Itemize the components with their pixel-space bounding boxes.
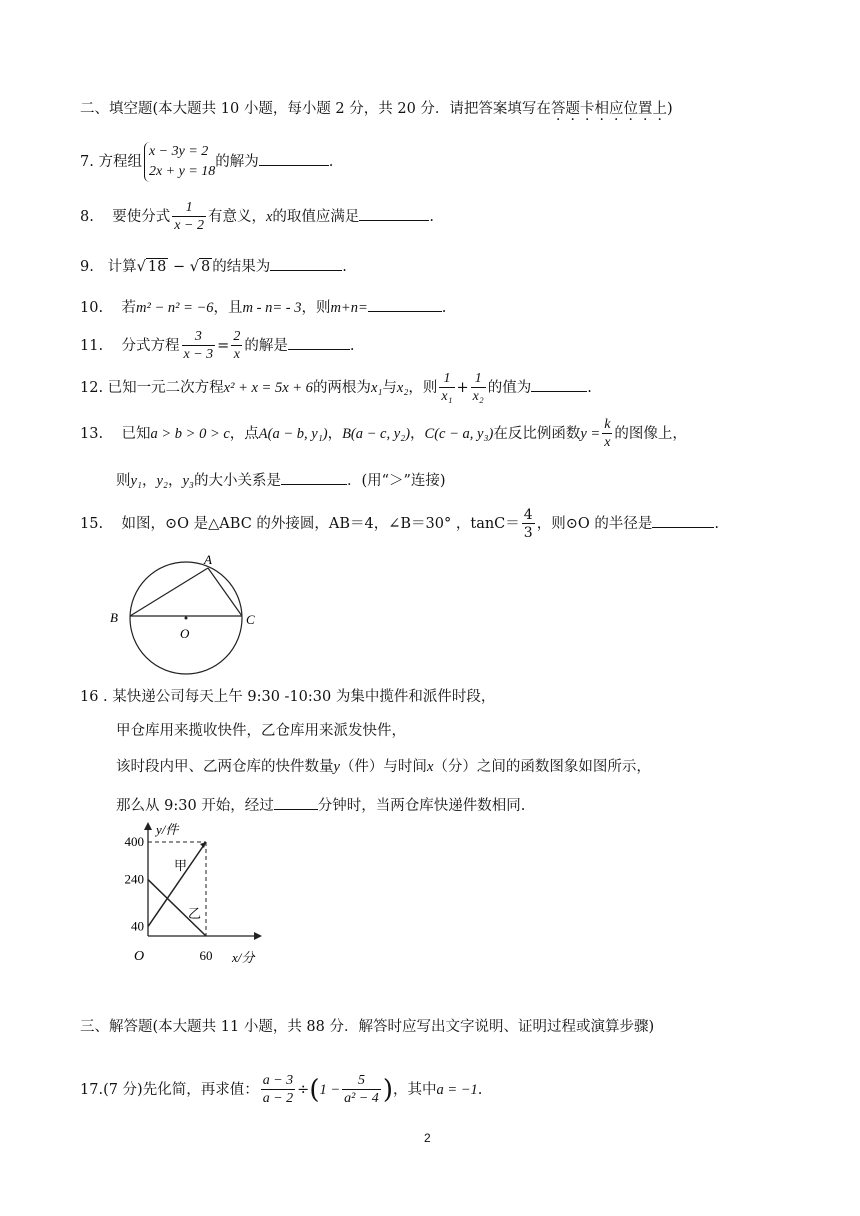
label-b: B <box>110 610 118 625</box>
answer-blank <box>270 256 342 271</box>
series-label-jia: 甲 <box>174 858 188 873</box>
fraction: $\frac{k}{x}$ <box>604 417 611 450</box>
y-axis-arrow <box>144 822 152 830</box>
question-17: 17.(7 分)先化简，再求值： $\frac{a - 3}{a - 2}$ ÷(1 − $\frac{5}{\text{a² − 4}}$ )，其中a = −1. <box>80 1073 483 1106</box>
x-axis-label: x/分 <box>232 950 255 965</box>
segment-ab <box>130 568 208 616</box>
fraction: $\frac{3}{x - 3}$ <box>183 329 214 362</box>
express-chart <box>108 818 268 970</box>
question-12: 12. 已知一元二次方程x² + x = 5x + 6的两根为x₁与x₂，则 $\frac{1}{\text{x₁}}$ + $\frac{1}{\text{x₂}}$ 的值为 . <box>80 371 592 404</box>
question-13: 13. 已知a > b > 0 > c，点A(a − b, y₁)，B(a − c, y₂)，C(c − a, y₃)在反比例函数y = $\frac{k}{x}$ 的图像上， <box>80 417 687 450</box>
label-o: O <box>180 626 190 641</box>
fraction: $\frac{1}{\text{x₂}}$ <box>472 371 484 404</box>
question-16-line-1: 16 . 某快递公司每天上午 9:30 -10:30 为集中揽件和派件时段， <box>80 689 496 705</box>
y-axis-label: y/件 <box>156 822 179 837</box>
question-8: 8. 要使分式 $\frac{1}{x - 2}$ 有意义，x的取值应满足 . <box>80 200 434 233</box>
y-tick-label: 40 <box>131 918 144 934</box>
answer-blank <box>531 377 587 392</box>
center-point <box>185 617 188 620</box>
answer-blank <box>259 151 329 166</box>
question-7: 7. 方程组 x − 3y = 2 2x + y = 18 的解为 . <box>80 142 333 182</box>
section-3-heading: 三、解答题(本大题共 11 小题，共 88 分．解答时应写出文字说明、证明过程或演算步骤) <box>80 1019 655 1035</box>
answer-blank <box>359 206 429 221</box>
y-tick-label: 400 <box>124 834 144 849</box>
origin-label: O <box>134 949 145 964</box>
question-13-line-2: 则y₁，y₂，y₃的大小关系是 ．(用“＞”连接) <box>116 470 446 489</box>
question-16-line-3: 该时段内甲、乙两仓库的快件数量y（件）与时间x（分）之间的函数图象如图所示， <box>116 759 651 775</box>
page-number: 2 <box>424 1131 431 1145</box>
y-tick-label: 240 <box>124 871 144 887</box>
fraction: $\frac{a - 3}{a - 2}$ <box>262 1073 294 1106</box>
section-2-heading: 二、填空题(本大题共 10 小题，每小题 2 分，共 20 分．请把答案填写在答题卡相应位置上) <box>80 101 673 117</box>
question-16-line-2: 甲仓库用来揽收快件，乙仓库用来派发快件， <box>116 723 406 739</box>
fraction: $\frac{5}{\text{a² − 4}}$ <box>344 1073 379 1106</box>
equation-system: x − 3y = 2 2x + y = 18 <box>144 142 215 182</box>
question-9: 9. 计算√ 18 − √ 8 的结果为 . <box>80 256 347 275</box>
label-a: A <box>204 552 212 567</box>
segment-ac <box>208 568 242 616</box>
series-label-yi: 乙 <box>188 906 202 921</box>
answer-blank <box>288 335 350 350</box>
fraction: $\frac{1}{\text{x₁}}$ <box>441 371 453 404</box>
answer-blank <box>652 513 714 528</box>
answer-blank <box>274 795 318 810</box>
question-15: 15. 如图，⊙O 是△ABC 的外接圆，AB＝4，∠B＝30° ，tanC＝ $\frac{4}{3}$ ，则⊙O 的半径是 . <box>80 507 719 541</box>
circle-triangle-figure <box>100 548 270 678</box>
answer-blank <box>368 297 442 312</box>
x-axis-arrow <box>254 932 262 940</box>
answer-blank <box>281 470 347 485</box>
question-16-line-4: 那么从 9:30 开始，经过 分钟时，当两仓库快递件数相同. <box>116 795 525 814</box>
label-c: C <box>246 612 255 627</box>
fraction: $\frac{4}{3}$ <box>523 507 533 541</box>
question-11: 11. 分式方程 $\frac{3}{x - 3}$ = $\frac{2}{x}$ 的解是 . <box>80 329 355 362</box>
fraction: $\frac{1}{x - 2}$ <box>174 200 204 233</box>
fraction: $\frac{2}{x}$ <box>233 329 241 362</box>
x-tick-label: 60 <box>199 948 213 963</box>
question-10: 10. 若m² − n² = −6，且m - n= - 3，则m+n= . <box>80 297 446 316</box>
